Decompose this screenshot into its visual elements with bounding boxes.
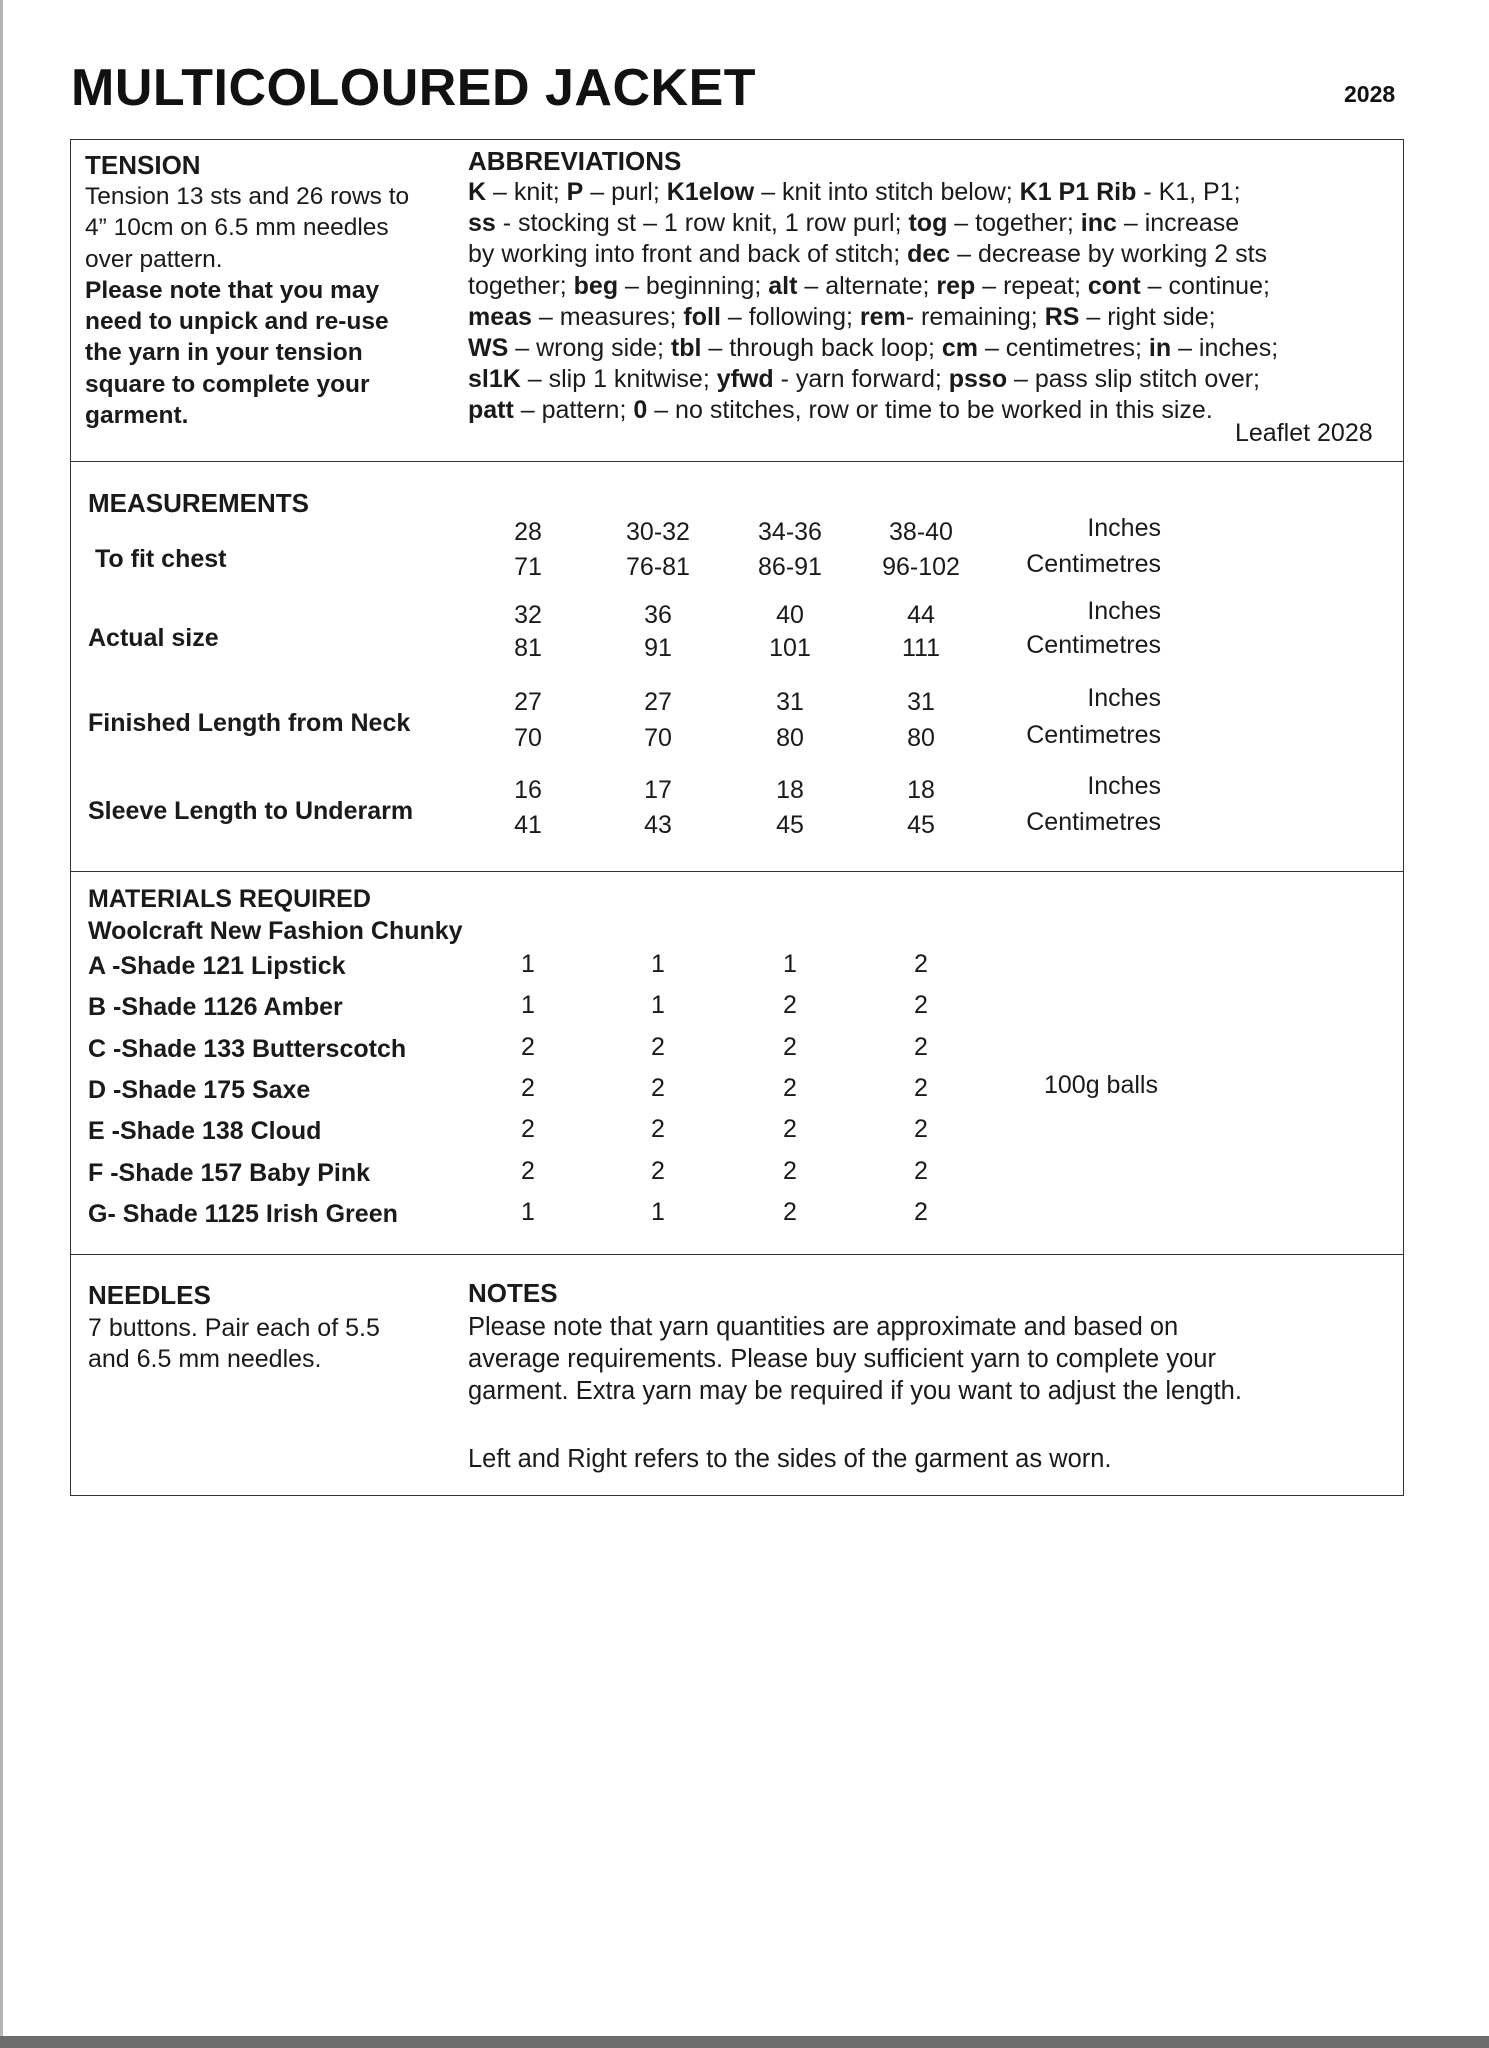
abbreviation-definition: – beginning; bbox=[618, 271, 769, 300]
scan-edge-bottom bbox=[0, 2036, 1489, 2048]
needles-heading: NEEDLES bbox=[88, 1280, 211, 1310]
abbreviation-definition: - stocking st – 1 row knit, 1 row purl; bbox=[495, 209, 909, 238]
materials-heading: MATERIALS REQUIRED bbox=[88, 885, 371, 913]
abbreviation-line bbox=[468, 177, 1398, 208]
measurement-cm-value: 71 bbox=[514, 553, 542, 581]
shade-name: B -Shade 1126 Amber bbox=[88, 993, 343, 1022]
abbreviation-term: patt bbox=[468, 396, 514, 425]
measurement-cm-value: 80 bbox=[907, 724, 935, 752]
abbreviation-term: WS bbox=[468, 334, 509, 363]
shade-quantity: 2 bbox=[783, 1197, 797, 1226]
abbreviation-term: rep bbox=[936, 271, 976, 300]
abbreviation-term: inc bbox=[1080, 209, 1117, 238]
abbreviation-definition: – following; bbox=[720, 302, 860, 331]
shade-quantity: 1 bbox=[521, 950, 535, 978]
abbreviation-term: cont bbox=[1087, 271, 1141, 300]
abbreviation-term: cm bbox=[941, 334, 979, 363]
yarn-name: Woolcraft New Fashion Chunky bbox=[88, 917, 463, 945]
abbreviation-definition: – increase bbox=[1116, 209, 1240, 238]
shade-quantity: 2 bbox=[651, 1032, 665, 1061]
tension-section bbox=[85, 150, 465, 431]
measurement-cm-value: 86-91 bbox=[758, 553, 822, 581]
abbreviation-definition: – slip 1 knitwise; bbox=[520, 365, 717, 394]
shade-name: E -Shade 138 Cloud bbox=[88, 1117, 322, 1146]
measurement-cm-value: 76-81 bbox=[626, 553, 690, 581]
measurements-heading: MEASUREMENTS bbox=[88, 488, 310, 518]
abbreviation-term: meas bbox=[468, 302, 532, 331]
abbreviation-definition: by working into front and back of stitch; bbox=[468, 240, 908, 269]
abbreviation-term: sl1K bbox=[468, 365, 521, 394]
abbreviation-definition: – together; bbox=[947, 209, 1081, 238]
shade-name: A -Shade 121 Lipstick bbox=[88, 952, 346, 980]
measurement-inches-value: 38-40 bbox=[889, 518, 953, 546]
divider-measurements bbox=[70, 871, 1404, 872]
shade-name: C -Shade 133 Butterscotch bbox=[88, 1034, 407, 1063]
measurement-inches-value: 44 bbox=[907, 601, 935, 629]
page-title: MULTICOLOURED JACKET bbox=[71, 59, 757, 117]
shade-quantity: 1 bbox=[651, 1197, 665, 1226]
notes-line: garment. Extra yarn may be required if you want to adjust the length. bbox=[468, 1377, 1242, 1405]
abbreviation-term: beg bbox=[573, 271, 619, 300]
measurement-label: Actual size bbox=[88, 624, 219, 652]
measurement-cm-value: 45 bbox=[776, 811, 804, 839]
shade-quantity: 1 bbox=[521, 1197, 535, 1226]
shade-quantity: 2 bbox=[914, 950, 928, 978]
shade-quantity: 2 bbox=[914, 991, 928, 1020]
measurement-inches-value: 27 bbox=[514, 688, 542, 716]
shade-quantity: 2 bbox=[651, 1073, 665, 1102]
abbreviation-definition: – knit into stitch below; bbox=[754, 178, 1020, 206]
shade-quantity: 2 bbox=[914, 1197, 928, 1226]
shade-quantity: 2 bbox=[651, 1115, 665, 1144]
abbreviation-term: in bbox=[1148, 334, 1172, 363]
unit-cm-label: Centimetres bbox=[1026, 550, 1161, 578]
unit-inches-label: Inches bbox=[1087, 772, 1161, 800]
shade-quantity: 2 bbox=[914, 1032, 928, 1061]
abbreviation-term: K bbox=[468, 178, 487, 206]
shade-quantity: 2 bbox=[914, 1073, 928, 1102]
notes-line: average requirements. Please buy sufficient yarn to complete your bbox=[468, 1345, 1216, 1373]
shade-quantity: 1 bbox=[651, 950, 665, 978]
shade-quantity: 2 bbox=[783, 1032, 797, 1061]
abbreviation-line bbox=[468, 239, 1398, 270]
abbreviation-definition: – through back loop; bbox=[701, 334, 942, 363]
shade-name: G- Shade 1125 Irish Green bbox=[88, 1199, 398, 1228]
unit-cm-label: Centimetres bbox=[1026, 631, 1161, 659]
tension-note bbox=[85, 275, 465, 431]
shade-name: D -Shade 175 Saxe bbox=[88, 1075, 311, 1104]
abbreviation-definition: – continue; bbox=[1140, 271, 1270, 300]
shade-quantity: 2 bbox=[914, 1115, 928, 1144]
abbreviation-term: 0 bbox=[633, 396, 648, 425]
tension-note-line: Please note that you may bbox=[85, 276, 380, 304]
abbreviation-definition: together; bbox=[468, 271, 574, 300]
abbreviation-term: yfwd bbox=[716, 365, 774, 394]
abbreviation-definition: – alternate; bbox=[797, 271, 937, 300]
abbreviation-term: tbl bbox=[670, 334, 702, 363]
shade-quantity: 2 bbox=[651, 1156, 665, 1185]
tension-note-line: the yarn in your tension bbox=[85, 339, 363, 367]
unit-inches-label: Inches bbox=[1087, 684, 1161, 712]
notes-line: Please note that yarn quantities are approximate and based on bbox=[468, 1313, 1179, 1341]
measurement-cm-value: 81 bbox=[514, 634, 542, 662]
abbreviation-definition: – inches; bbox=[1171, 334, 1279, 363]
leaflet-reference: Leaflet 2028 bbox=[1235, 419, 1373, 447]
leaflet-number: 2028 bbox=[1344, 81, 1396, 107]
yarn-unit: 100g balls bbox=[1044, 1071, 1158, 1099]
abbreviation-definition: – wrong side; bbox=[508, 334, 671, 363]
measurement-inches-value: 28 bbox=[514, 518, 542, 546]
measurement-cm-value: 111 bbox=[901, 634, 940, 662]
abbreviation-term: foll bbox=[683, 302, 721, 331]
notes-extra: Left and Right refers to the sides of the garment as worn. bbox=[468, 1445, 1112, 1473]
abbreviation-term: ss bbox=[468, 209, 496, 238]
abbreviation-term: dec bbox=[907, 240, 951, 269]
divider-tension bbox=[70, 461, 1404, 462]
shade-quantity: 1 bbox=[521, 991, 535, 1020]
scan-edge-left bbox=[0, 0, 3, 2048]
tension-line: Tension 13 sts and 26 rows to bbox=[85, 183, 410, 210]
abbreviation-definition: – decrease by working 2 sts bbox=[950, 240, 1268, 269]
abbreviation-line bbox=[468, 271, 1398, 302]
abbreviation-definition: – no stitches, row or time to be worked in this size. bbox=[647, 396, 1213, 425]
needles-line: and 6.5 mm needles. bbox=[88, 1345, 322, 1374]
abbreviation-definition: - yarn forward; bbox=[773, 365, 949, 394]
notes-heading: NOTES bbox=[468, 1278, 558, 1308]
abbreviation-definition: – pattern; bbox=[513, 396, 634, 425]
shade-quantity: 2 bbox=[783, 1115, 797, 1144]
tension-note-line: garment. bbox=[85, 402, 189, 430]
shade-quantity: 2 bbox=[783, 1156, 797, 1185]
shade-name: F -Shade 157 Baby Pink bbox=[88, 1158, 371, 1187]
abbreviation-definition: - K1, P1; bbox=[1136, 178, 1241, 206]
abbreviation-term: K1 P1 Rib bbox=[1019, 178, 1137, 206]
abbreviation-definition: - remaining; bbox=[905, 302, 1045, 331]
measurement-inches-value: 17 bbox=[644, 776, 672, 804]
measurement-inches-value: 34-36 bbox=[758, 518, 822, 546]
measurement-cm-value: 45 bbox=[907, 811, 935, 839]
needles-section bbox=[88, 1280, 380, 1375]
abbreviation-term: RS bbox=[1044, 302, 1080, 331]
abbreviation-definition: – centimetres; bbox=[978, 334, 1149, 363]
abbreviations-heading: ABBREVIATIONS bbox=[468, 146, 682, 176]
measurement-cm-value: 41 bbox=[514, 811, 542, 839]
abbreviation-definition: – knit; bbox=[486, 178, 567, 206]
shade-quantity: 2 bbox=[914, 1156, 928, 1185]
abbreviation-definition: – pass slip stitch over; bbox=[1007, 365, 1260, 394]
measurement-inches-value: 16 bbox=[514, 776, 542, 804]
measurement-inches-value: 32 bbox=[514, 601, 542, 629]
abbreviation-definition: – repeat; bbox=[975, 271, 1088, 300]
measurement-cm-value: 43 bbox=[644, 811, 672, 839]
measurement-inches-value: 18 bbox=[776, 776, 804, 804]
tension-note-line: square to complete your bbox=[85, 370, 370, 398]
abbreviation-term: tog bbox=[908, 209, 948, 238]
tension-heading: TENSION bbox=[85, 150, 201, 180]
tension-line: 4” 10cm on 6.5 mm needles bbox=[85, 214, 389, 242]
abbreviation-line bbox=[468, 208, 1398, 239]
abbreviation-definition: – right side; bbox=[1079, 302, 1216, 331]
tension-note-line: need to unpick and re-use bbox=[85, 308, 389, 336]
abbreviation-term: psso bbox=[948, 365, 1008, 394]
measurement-inches-value: 30-32 bbox=[626, 518, 690, 546]
measurement-inches-value: 18 bbox=[907, 776, 935, 804]
divider-materials bbox=[70, 1254, 1404, 1255]
measurement-cm-value: 96-102 bbox=[882, 553, 960, 581]
abbreviation-term: rem bbox=[859, 302, 906, 331]
measurement-cm-value: 70 bbox=[644, 724, 672, 752]
abbreviations-list bbox=[468, 177, 1398, 427]
abbreviation-line bbox=[468, 364, 1398, 395]
measurement-cm-value: 91 bbox=[644, 634, 672, 662]
abbreviations-section bbox=[468, 146, 1398, 427]
tension-text bbox=[85, 181, 465, 275]
shade-quantity: 2 bbox=[521, 1073, 535, 1102]
abbreviation-definition: – measures; bbox=[531, 302, 684, 331]
shade-quantity: 2 bbox=[521, 1115, 535, 1144]
shade-quantity: 1 bbox=[783, 950, 797, 978]
notes-section bbox=[468, 1278, 1242, 1475]
abbreviation-term: K1elow bbox=[666, 178, 755, 206]
measurement-inches-value: 31 bbox=[907, 688, 935, 716]
shade-quantity: 2 bbox=[521, 1032, 535, 1061]
unit-cm-label: Centimetres bbox=[1026, 721, 1161, 749]
unit-cm-label: Centimetres bbox=[1026, 808, 1161, 836]
abbreviation-term: P bbox=[566, 178, 584, 206]
measurement-inches-value: 40 bbox=[776, 601, 804, 629]
measurement-inches-value: 27 bbox=[644, 688, 672, 716]
abbreviation-term: alt bbox=[768, 271, 798, 300]
measurement-label: To fit chest bbox=[95, 545, 227, 573]
shade-quantity: 1 bbox=[651, 991, 665, 1020]
measurement-cm-value: 101 bbox=[769, 634, 811, 662]
unit-inches-label: Inches bbox=[1087, 597, 1161, 625]
shade-quantity: 2 bbox=[783, 1073, 797, 1102]
abbreviation-line bbox=[468, 333, 1398, 364]
measurement-inches-value: 36 bbox=[644, 601, 672, 629]
tension-line: over pattern. bbox=[85, 245, 223, 273]
measurement-label: Sleeve Length to Underarm bbox=[88, 797, 414, 825]
abbreviation-line bbox=[468, 302, 1398, 333]
measurement-inches-value: 31 bbox=[776, 688, 804, 716]
shade-quantity: 2 bbox=[783, 991, 797, 1020]
measurement-cm-value: 80 bbox=[776, 724, 804, 752]
needles-text bbox=[88, 1313, 380, 1375]
unit-inches-label: Inches bbox=[1087, 514, 1161, 542]
needles-line: 7 buttons. Pair each of 5.5 bbox=[88, 1314, 380, 1342]
shade-quantity: 2 bbox=[521, 1156, 535, 1185]
measurement-cm-value: 70 bbox=[514, 724, 542, 752]
abbreviation-definition: – purl; bbox=[583, 178, 667, 206]
notes-text bbox=[468, 1311, 1242, 1475]
measurement-label: Finished Length from Neck bbox=[88, 709, 411, 737]
